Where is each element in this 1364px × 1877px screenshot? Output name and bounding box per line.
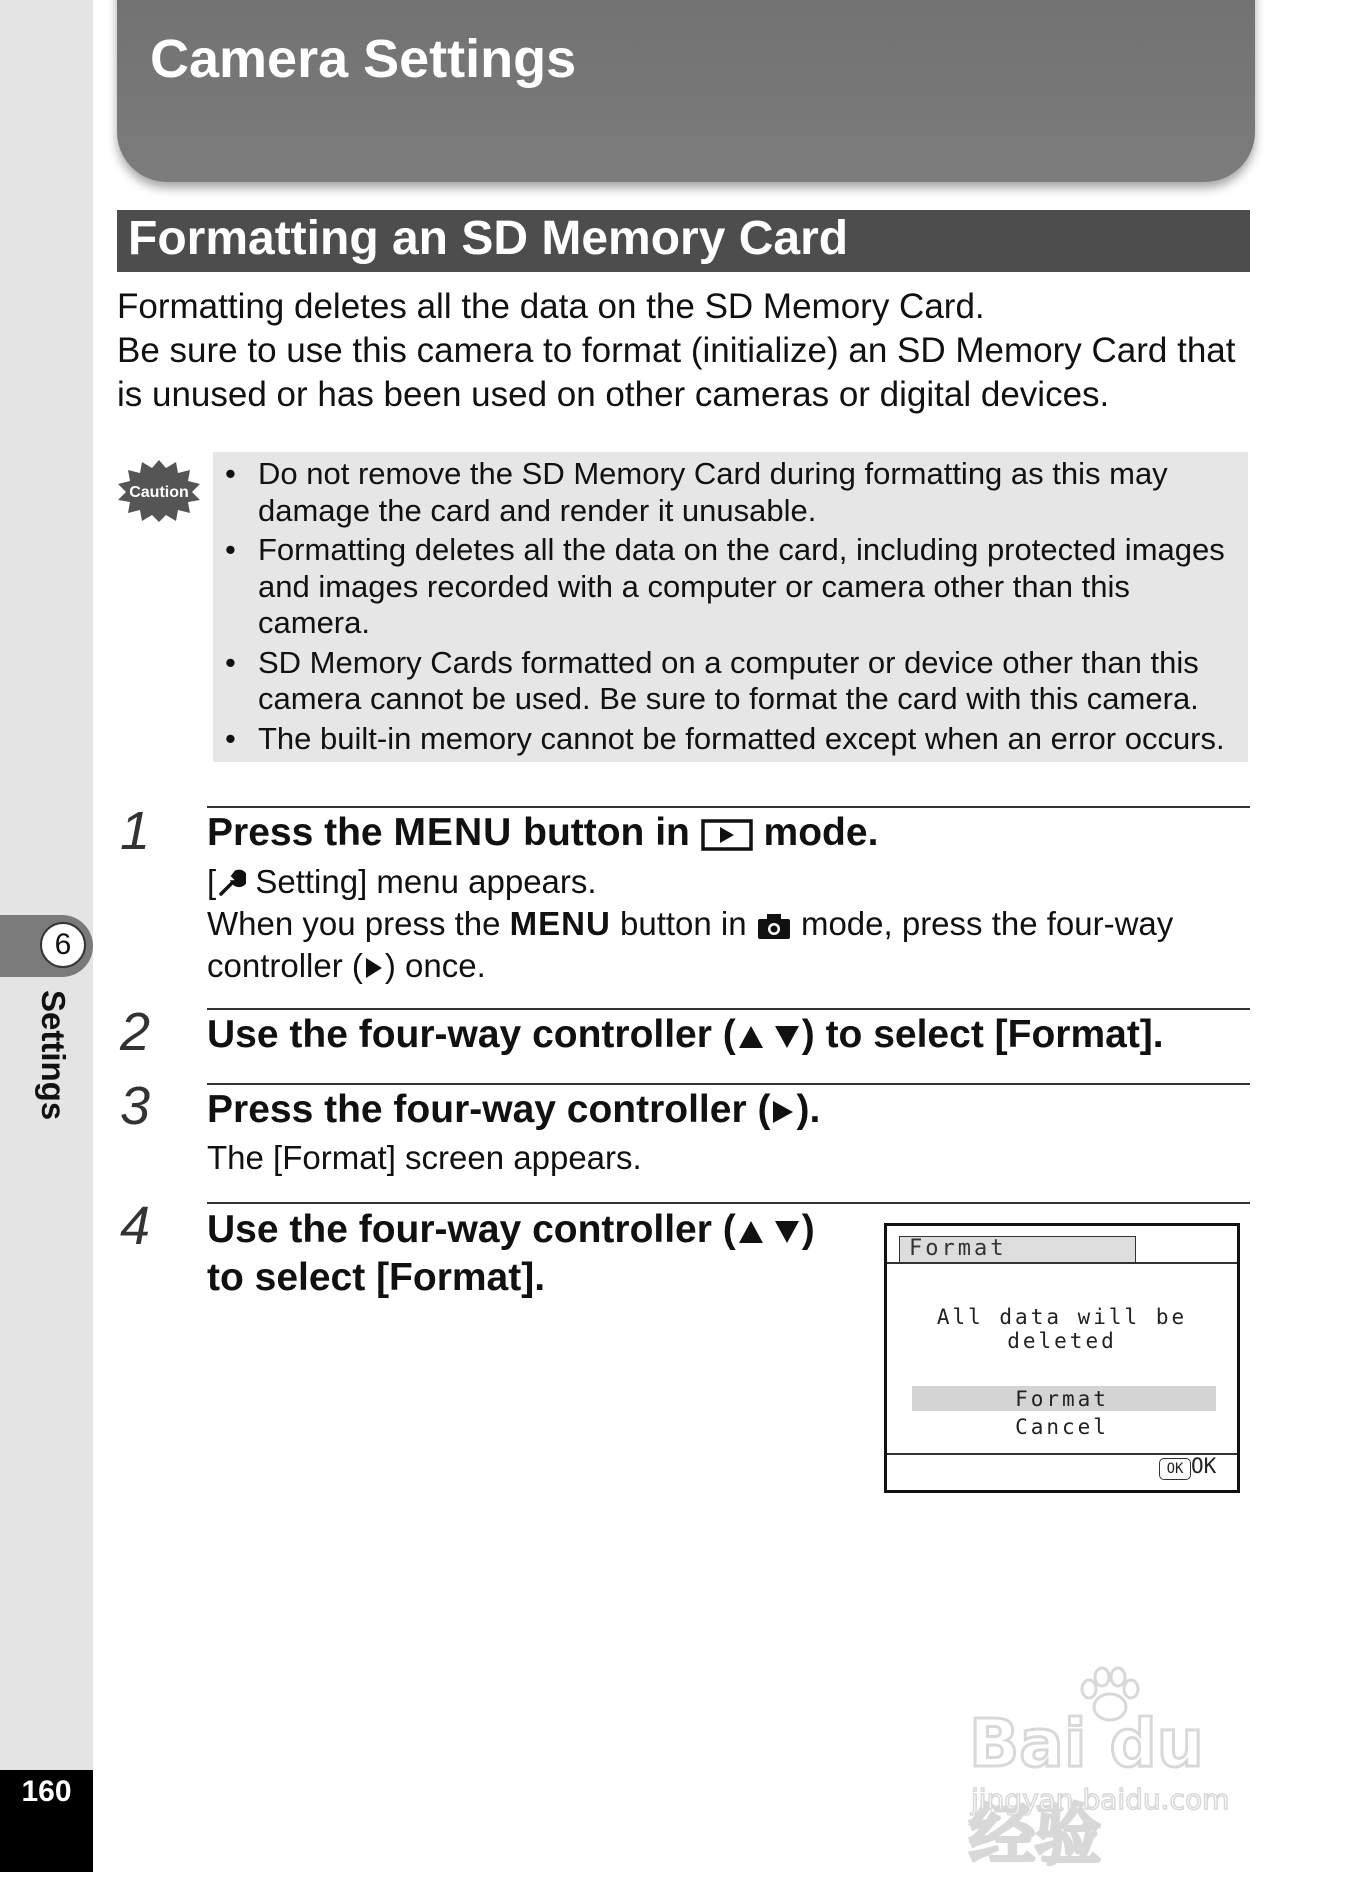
step-4-title-line-2: to select [Format]. xyxy=(207,1256,546,1299)
page-number: 160 xyxy=(21,1775,72,1808)
bullet: • xyxy=(225,456,236,491)
format-screen xyxy=(884,1223,1240,1493)
caution-list xyxy=(225,456,1245,760)
caution-item-text: Do not remove the SD Memory Card during formatting as this may damage the card and render it unusable. xyxy=(258,456,1168,528)
step-3-body: The [Format] screen appears. xyxy=(207,1139,642,1176)
step-divider xyxy=(207,1083,1250,1085)
step-1-body-line-2 xyxy=(207,903,1252,987)
screen-divider xyxy=(887,1453,1237,1455)
text: Press the xyxy=(207,811,394,854)
side-tab-strip xyxy=(0,0,93,1770)
text: When you press the xyxy=(207,905,510,942)
text: mode, press the four-way controller ( xyxy=(207,905,1174,984)
watermark-main: Bai du 经验 xyxy=(969,1705,1204,1874)
step-divider xyxy=(207,1202,1250,1204)
step-number: 2 xyxy=(120,1002,151,1062)
screen-title: Format xyxy=(909,1236,1007,1261)
text: ) to select [Format]. xyxy=(801,1013,1164,1056)
step-number: 4 xyxy=(120,1196,151,1256)
intro-text xyxy=(117,285,1257,417)
camera-icon xyxy=(756,912,792,940)
step-1-body-line-1 xyxy=(207,861,1252,903)
playback-icon xyxy=(701,819,753,851)
step-2-title xyxy=(207,1013,1164,1057)
bullet: • xyxy=(225,644,236,680)
caution-item xyxy=(225,721,1245,758)
page-title: Camera Settings xyxy=(150,29,577,89)
caution-item-text: The built-in memory cannot be formatted except when an error occurs. xyxy=(258,720,1225,756)
watermark xyxy=(965,1665,1285,1874)
text: Use the four-way controller ( xyxy=(207,1013,736,1056)
step-4-title xyxy=(207,1206,815,1302)
text: mode. xyxy=(752,811,879,854)
chapter-label: Settings xyxy=(35,990,72,1121)
wrench-icon xyxy=(216,869,246,899)
caution-icon xyxy=(118,460,200,522)
screen-message: All data will be deleted xyxy=(936,1305,1188,1353)
arrow-up-down-icon xyxy=(736,1022,802,1052)
text: [ xyxy=(207,863,217,900)
arrow-right-icon xyxy=(363,955,385,981)
ok-label: OK xyxy=(1191,1454,1217,1478)
text: Use the four-way controller ( xyxy=(207,1208,736,1251)
step-divider xyxy=(207,806,1250,808)
caution-item-text: Formatting deletes all the data on the card, including protected images and images recorded with a computer or camera other than this camera. xyxy=(258,532,1225,640)
bullet: • xyxy=(225,720,236,756)
caution-item xyxy=(225,532,1245,642)
bullet: • xyxy=(225,532,236,567)
step-1-body xyxy=(207,861,1252,987)
screen-option-format: Format xyxy=(1015,1387,1109,1411)
intro-line-1: Formatting deletes all the data on the SD Memory Card. xyxy=(117,287,985,326)
screen-divider xyxy=(887,1262,1237,1264)
step-number: 1 xyxy=(120,801,151,861)
screen-option-cancel: Cancel xyxy=(1015,1415,1109,1439)
chapter-number: 6 xyxy=(40,922,86,968)
ok-key-icon: OK xyxy=(1159,1458,1191,1480)
text: Setting] menu appears. xyxy=(246,863,597,900)
step-1-title xyxy=(207,811,878,855)
text: ) xyxy=(801,1208,815,1251)
text: ) once. xyxy=(384,947,486,984)
caution-item xyxy=(225,456,1245,529)
arrow-right-icon xyxy=(770,1097,796,1127)
menu-word: MENU xyxy=(393,811,513,854)
text: ). xyxy=(796,1088,821,1131)
arrow-up-down-icon xyxy=(736,1217,802,1247)
caution-item xyxy=(225,645,1245,718)
section-title: Formatting an SD Memory Card xyxy=(128,212,849,265)
watermark-sub: jingyan.baidu.com xyxy=(971,1783,1230,1816)
text: button in xyxy=(512,811,701,854)
step-number: 3 xyxy=(120,1076,151,1136)
text: button in xyxy=(610,905,756,942)
text: Press the four-way controller ( xyxy=(207,1088,771,1131)
step-3-title xyxy=(207,1088,820,1132)
step-4-title-line-1 xyxy=(207,1206,815,1254)
intro-line-2: Be sure to use this camera to format (initialize) an SD Memory Card that is unused or has been used on other cameras or digital devices. xyxy=(117,331,1236,414)
caution-item-text: SD Memory Cards formatted on a computer or device other than this camera cannot be used. Be sure to format the card with this camera. xyxy=(258,644,1199,716)
caution-label: Caution xyxy=(129,484,189,501)
menu-word: MENU xyxy=(509,905,611,942)
step-divider xyxy=(207,1008,1250,1010)
